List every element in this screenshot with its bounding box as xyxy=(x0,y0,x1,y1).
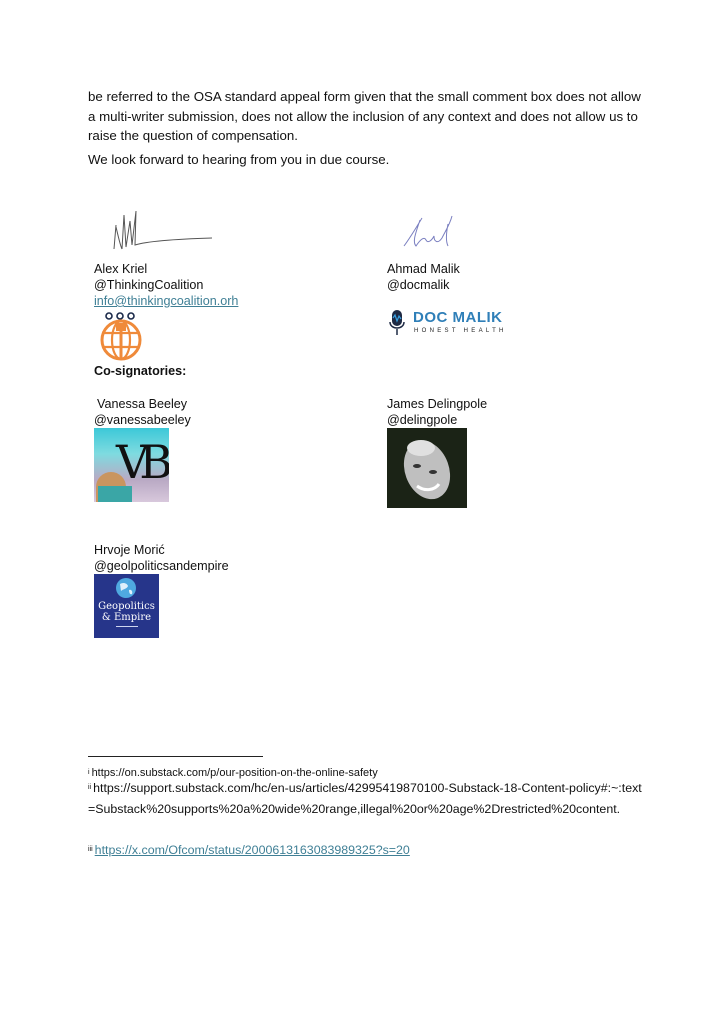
footnote-marker: i xyxy=(88,769,90,776)
cosignatories-heading: Co-signatories: xyxy=(94,364,187,378)
geopolitics-logo-line1: Geopolitics xyxy=(98,601,155,612)
letter-paragraph-1: be referred to the OSA standard appeal form given that the small comment box does not allow a multi-writer submission, does not allow the inclusion of any context and does not allow us to raise the question of compensation. xyxy=(88,89,641,143)
signatory-name: Alex Kriel xyxy=(94,262,148,276)
signature-alex-kriel xyxy=(108,205,218,255)
geopolitics-empire-logo xyxy=(94,574,159,638)
footnote-divider xyxy=(88,756,263,757)
geopolitics-logo-line2: & Empire xyxy=(101,612,152,623)
cosignatory-name: James Delingpole xyxy=(387,397,488,411)
footnote-marker: iii xyxy=(88,846,93,853)
footnote-text: https://support.substack.com/hc/en-us/articles/42995419870100-Substack-18-Content-policy#:~:text=Substack%20supports%20a%20wide%20range,illegal%20or%20age%2Drestricted%20content. xyxy=(88,781,642,816)
footnote-3 xyxy=(88,840,648,861)
signature-ahmad-malik xyxy=(398,210,458,252)
cosignatory-name: Hrvoje Morić xyxy=(94,543,165,557)
footnote-text: https://on.substack.com/p/our-position-on-the-online-safety xyxy=(91,767,378,779)
letter-paragraph-2: We look forward to hearing from you in due course. xyxy=(88,152,390,167)
thinking-coalition-globe-icon xyxy=(96,311,148,361)
cosignatory-handle: @delingpole xyxy=(387,413,458,427)
doc-malik-logo-subtitle: HONEST HEALTH xyxy=(414,328,507,334)
footnote-link[interactable]: https://x.com/Ofcom/status/2000613163083989325?s=20 xyxy=(94,843,410,857)
signatory-handle: @docmalik xyxy=(387,278,450,292)
vanessa-beeley-monogram: VB xyxy=(116,435,164,489)
doc-malik-logo xyxy=(389,308,509,338)
footnote-marker: ii xyxy=(88,784,92,791)
microphone-icon xyxy=(389,310,405,336)
vanessa-beeley-logo xyxy=(94,428,169,502)
signatory-name: Ahmad Malik xyxy=(387,262,460,276)
james-delingpole-photo xyxy=(387,428,467,508)
doc-malik-logo-title: DOC MALIK xyxy=(413,309,503,326)
signatory-handle: @ThinkingCoalition xyxy=(94,278,204,292)
cosignatory-name: Vanessa Beeley xyxy=(97,397,188,411)
cosignatory-handle: @vanessabeeley xyxy=(94,413,191,427)
footnote-2 xyxy=(88,778,648,820)
cosignatory-handle: @geolpoliticsandempire xyxy=(94,559,229,573)
globe-icon xyxy=(115,577,137,599)
signatory-email-link[interactable]: info@thinkingcoalition.orh xyxy=(94,294,239,308)
